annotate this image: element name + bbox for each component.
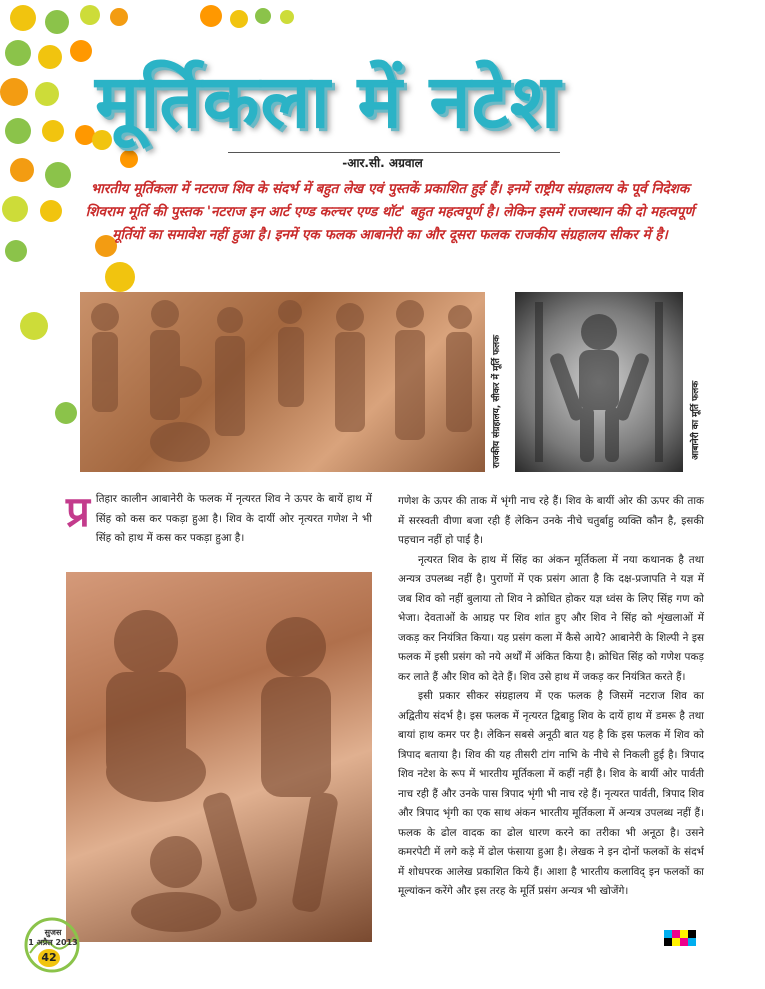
byline-divider bbox=[228, 152, 560, 153]
article-column-left bbox=[66, 487, 372, 549]
left-paragraph-text: तिहार कालीन आबानेरी के फलक में नृत्यरत शिव ने ऊपर के बायें हाथ में सिंह को कस कर पकड़ा हुआ है। शिव के दायीं ओर नृत्यरत गणेश ने भी सिंह को हाथ में कस कर पकड़ा हुआ है। bbox=[95, 493, 372, 544]
footer-magazine-name: सुजस bbox=[44, 928, 62, 937]
sikar-panel-photo bbox=[80, 292, 485, 472]
photo1-caption: राजकीय संग्रहालय, सीकर में मूर्ति फलक bbox=[492, 334, 502, 468]
right-paragraph-2: नृत्यरत शिव के हाथ में सिंह का अंकन मूर्तिकला में नया कथानक है तथा अन्यत्र उपलब्ध नहीं है। पुराणों में एक प्रसंग आता है कि दक्ष-प्रजापति ने यज्ञ में जब शिव को नहीं बुलाया तो शिव ने क्रोधित होकर यज्ञ ध्वंस के लिए सिंह गण को भेजा। देवताओं के आग्रह पर शिव शांत हुए और शिव ने सिंह को शृंखलाओं में जकड़ कर नियंत्रित किया। यह प्रसंग कला में कैसे आये? आबानेरी के शिल्पी ने इस फलक में इसी प्रसंग को नये अर्थों में अंकित किया है। क्रोधित सिंह को गणेश पकड़ कर लाते हैं और शिव को देते हैं। शिव उसे हाथ में जकड़ कर नियंत्रित करते हैं। bbox=[398, 553, 704, 683]
article-intro: भारतीय मूर्तिकला में नटराज शिव के संदर्भ में बहुत लेख एवं पुस्तकें प्रकाशित हुई हैं। इनमें राष्ट्रीय संग्रहालय के पूर्व निदेशक शिवराम मूर्ति की पुस्तक 'नटराज इन आर्ट एण्ड कल्चर एण्ड थॉट' बहुत महत्वपूर्ण है। लेकिन इसमें राजस्थान की दो महत्वपूर्ण मूर्तियों का समावेश नहीं हुआ है। इनमें एक फलक आबानेरी का और दूसरा फलक राजकीय संग्रहालय सीकर में है। bbox=[85, 181, 695, 243]
article-title: मूर्तिकला में नटेश bbox=[95, 59, 562, 145]
abaneri-panel-photo bbox=[515, 292, 683, 472]
closeup-sculpture-illustration bbox=[66, 572, 372, 942]
footer-issue-date: 1 अप्रैल 2013 bbox=[28, 938, 78, 947]
left-paragraph bbox=[66, 487, 372, 549]
page-number: 42 bbox=[38, 949, 60, 967]
sculpture-panel-illustration bbox=[80, 292, 485, 472]
right-paragraph-3: इसी प्रकार सीकर संग्रहालय में एक फलक है जिसमें नटराज शिव का अद्वितीय संदर्भ है। इस फलक में नृत्यरत द्विबाहु शिव के दायें हाथ में डमरू है तथा बायां हाथ कमर पर है। लेकिन सबसे अनूठी बात यह है कि इस फलक में शिव को त्रिपाद बताया है। शिव की यह तीसरी टांग नाभि के नीचे से निकली हुई है। त्रिपाद शिव नटेश के रूप में भारतीय मूर्तिकला में कहीं नहीं है। शिव के बायीं ओर पार्वती नाच रही हैं और उनके पास त्रिपाद भृंगी भी नाच रहे हैं। नृत्यरत पार्वती, त्रिपाद शिव और त्रिपाद भृंगी का एक साथ अंकन भारतीय मूर्तिकला में अन्यत्र उपलब्ध नहीं हैं। फलक के ढोल वादक का ढोल धारण करने का तरीका भी अनूठा है। उसने कमरपेटी में लगे कड़े में ढोल फंसाया हुआ है। लेखक ने इन दोनों फलकों के संदर्भ में शोधपरक आलेख प्रकाशित किये हैं। आशा है भारतीय कलाविद् इन फलकों का मूल्यांकन करेंगे और इस तरह के मूर्ति प्रसंग अन्यत्र भी खोजेंगे। bbox=[398, 690, 704, 897]
right-paragraph-1: गणेश के ऊपर की ताक में भृंगी नाच रहे हैं। शिव के बायीं ओर की ऊपर की ताक में सरस्वती वीणा बजा रही हैं लेकिन उनके नीचे चतुर्बाहु व्यक्ति कौन है, इसकी पहचान नहीं हो पाई है। bbox=[398, 495, 704, 546]
abaneri-sculpture-illustration bbox=[515, 292, 683, 472]
article-author: -आर.सी. अग्रवाल bbox=[342, 156, 423, 170]
photo2-caption: आबानेरी का मूर्ति फलक bbox=[691, 380, 701, 460]
dancing-shiva-closeup-photo bbox=[66, 572, 372, 942]
drop-cap: प्र bbox=[66, 487, 90, 536]
article-column-right bbox=[398, 492, 704, 902]
footer-magazine-info bbox=[25, 928, 81, 948]
